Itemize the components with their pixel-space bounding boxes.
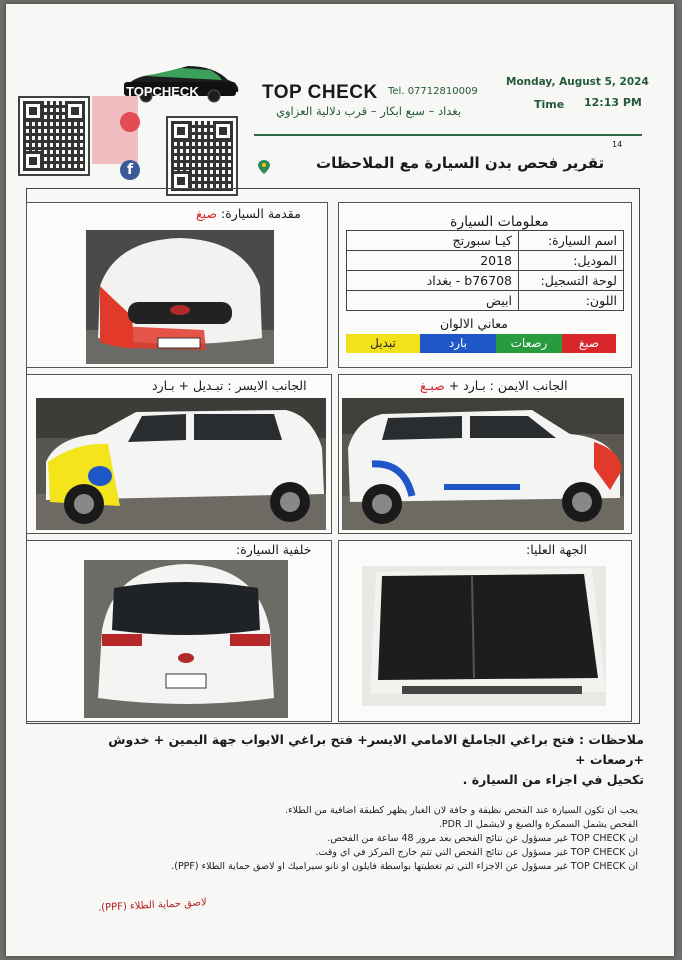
time-label: Time (534, 98, 565, 111)
info-row-model: الموديل: 2018 (347, 251, 624, 271)
car-info-table (346, 230, 624, 311)
term-item: ان TOP CHECK غير مسؤول عن الاجزاء التي تم تغطيتها بواسطة فايلون او نانو سيراميك او لاصق حماية الطلاء (PPF). (171, 861, 638, 872)
top-label: الجهة العليا: (526, 542, 588, 557)
page-number: 14 (612, 140, 623, 149)
front-photo (86, 230, 274, 364)
info-row-plate: لوحة التسجيل: b76708 - بغداد (347, 271, 624, 291)
front-label: مقدمة السيارة: صبغ (196, 206, 301, 221)
legend-heading: معاني الالوان (440, 316, 508, 331)
logo-text: TOPCHECK (126, 84, 199, 99)
term-item: ان TOP CHECK غير مسؤول عن نتائج الفحص بعد مرور 48 ساعة من الفحص. (327, 833, 638, 844)
ppf-note: لاصق حماية الطلاء (PPF). (97, 897, 207, 914)
color-legend (346, 334, 616, 353)
left-side-photo (36, 398, 326, 530)
term-item: يجب ان تكون السيارة عند الفحص نظيفة و جافة لان الغبار يظهر كطبقة اضافية من الطلاء. (285, 805, 638, 816)
brand-name: TOP CHECK (262, 82, 378, 103)
qr-code-left (20, 98, 88, 174)
terms-list (86, 804, 638, 874)
report-date: Monday, August 5, 2024 (506, 76, 649, 88)
rear-label: خلفية السيارة: (236, 542, 312, 557)
notes (62, 730, 644, 790)
term-item: الفحص يشمل السمكرة والصبغ و لايشمل الـ PDR. (438, 819, 638, 830)
legend-dents: رصعات (496, 334, 562, 353)
rear-photo (84, 560, 288, 718)
phone-number: Tel. 07712810009 (388, 86, 478, 97)
legend-paint: صبغ (562, 334, 616, 353)
top-photo (362, 566, 606, 706)
time-value: 12:13 PM (584, 96, 642, 109)
term-item: ان TOP CHECK غير مسؤول عن نتائج الفحص التي تتم خارج المركز في اي وقت. (315, 847, 638, 858)
notes-line-1: ملاحظات : فتح براغي الجاملغ الامامي الايسر+ فتح براغي الابواب جهة اليمين + خدوش +رصعات + (108, 732, 644, 767)
info-row-name: اسم السيارة: كيـا سبورتج (347, 231, 624, 251)
q-logo-icon (120, 112, 140, 132)
address: بغداد – سبع ابكار – قرب دلالية العزاوي (276, 104, 462, 118)
right-side-label: الجانب الايمن : بـارد + صبـغ (420, 378, 568, 393)
header-divider (254, 134, 642, 136)
info-row-color: اللون: ابيض (347, 291, 624, 311)
right-side-photo (342, 398, 624, 530)
report-sheet (6, 4, 674, 956)
location-pin-icon (258, 160, 270, 174)
facebook-icon: f (120, 160, 140, 180)
legend-replace: تبديل (346, 334, 420, 353)
page-title: تقرير فحص بدن السيارة مع الملاحظات (316, 154, 605, 172)
qr-code-right (168, 118, 236, 194)
notes-line-2: تكحيل في اجزاء من السيارة . (462, 772, 644, 787)
car-info-heading: معلومات السيارة (450, 214, 549, 230)
legend-cold: بارد (420, 334, 496, 353)
left-side-label: الجانب الايسر : تبـديل + بـارد (152, 378, 307, 393)
